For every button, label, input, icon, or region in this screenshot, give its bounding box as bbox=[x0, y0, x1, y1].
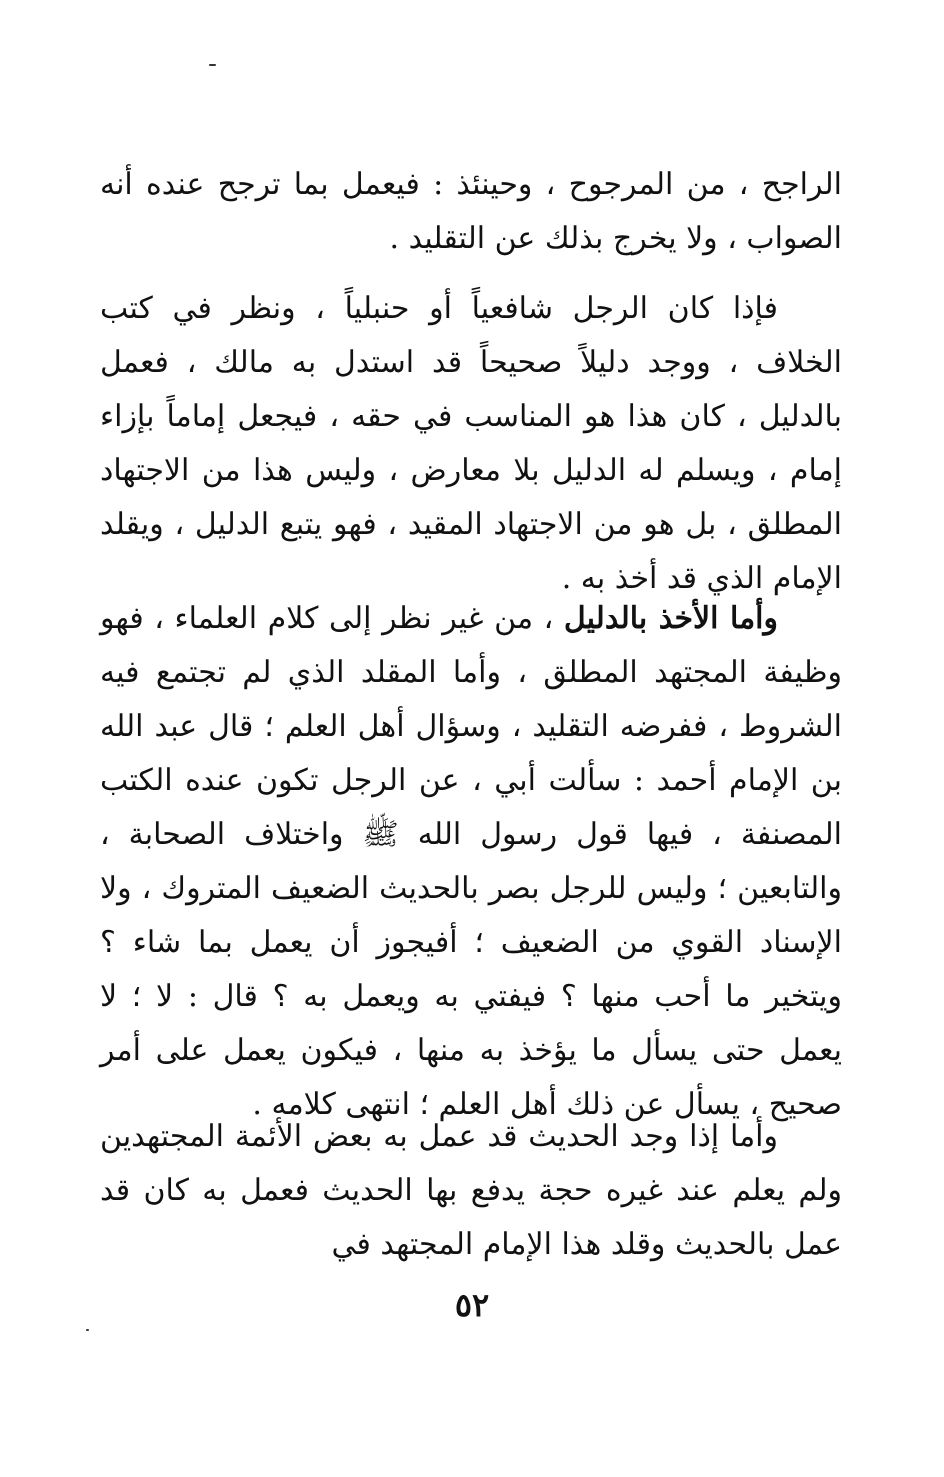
scan-speck bbox=[86, 1329, 89, 1331]
paragraph-1-text: الراجح ، من المرجوح ، وحينئذ : فيعمل بما ترجح عنده أنه الصواب ، ولا يخرج بذلك عن التقليد . bbox=[100, 167, 842, 256]
paragraph-4 bbox=[100, 1110, 842, 1272]
paragraph-2 bbox=[100, 282, 842, 606]
paragraph-1 bbox=[100, 158, 842, 266]
paragraph-3-body: ، من غير نظر إلى كلام العلماء ، فهو وظيفة المجتهد المطلق ، وأما المقلد الذي لم تجتمع فيه الشروط ، ففرضه التقليد ، وسؤال أهل العلم ؛ قال عبد الله بن الإمام أحمد : سألت أبي ، عن الرجل تكون عنده الكتب المصنفة ، فيها قول رسول الله ﷺ واختلاف الصحابة ، والتابعين ؛ وليس للرجل بصر بالحديث الضعيف المتروك ، ولا الإسناد القوي من الضعيف ؛ أفيجوز أن يعمل بما شاء ؟ ويتخير ما أحب منها ؟ فيفتي به ويعمل به ؟ قال : لا ؛ لا يعمل حتى يسأل ما يؤخذ به منها ، فيكون يعمل على أمر صحيح ، يسأل عن ذلك أهل العلم ؛ انتهى كلامه . bbox=[100, 601, 842, 1122]
paragraph-3-text bbox=[100, 592, 842, 1132]
paragraph-3 bbox=[100, 592, 842, 1132]
scan-speck bbox=[209, 64, 216, 66]
paragraph-3-heading: وأما الأخذ بالدليل bbox=[563, 601, 778, 636]
paragraph-4-text: وأما إذا وجد الحديث قد عمل به بعض الأئمة المجتهدين ولم يعلم عند غيره حجة يدفع بها الحديث فعمل به كان قد عمل بالحديث وقلد هذا الإمام المجتهد في bbox=[100, 1119, 842, 1262]
page-number: ٥٢ bbox=[454, 1286, 490, 1324]
paragraph-2-text: فإذا كان الرجل شافعياً أو حنبلياً ، ونظر في كتب الخلاف ، ووجد دليلاً صحيحاً قد استدل به مالك ، فعمل بالدليل ، كان هذا هو المناسب في حقه ، فيجعل إماماً بإزاء إمام ، ويسلم له الدليل بلا معارض ، وليس هذا من الاجتهاد المطلق ، بل هو من الاجتهاد المقيد ، فهو يتبع الدليل ، ويقلد الإمام الذي قد أخذ به . bbox=[100, 291, 842, 596]
